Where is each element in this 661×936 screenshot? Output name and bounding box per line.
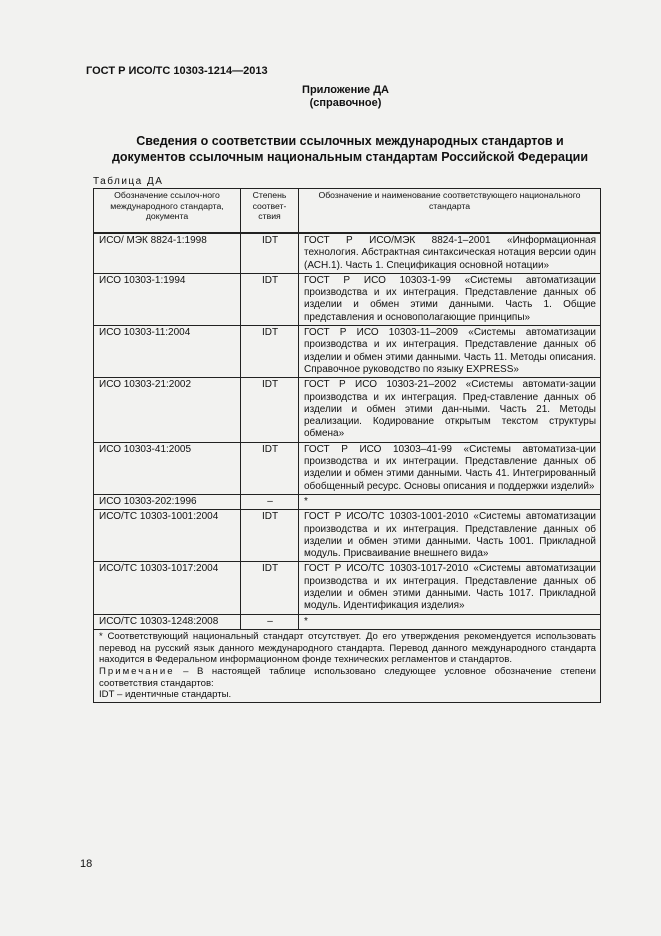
heading-line-2: документов ссылочным национальным стандартам Российской Федерации [111,150,589,164]
table-label: Таблица ДА [93,176,164,187]
footnote: * Соответствующий национальный стандарт отсутствует. До его утверждения рекомендуется использовать перевод на русский язык данного международного стандарта. Перевод данного международного стандарта находится в Федеральном информационном фонде технических регламентов и стандартов. [99,630,596,666]
row-national-standard: ГОСТ Р ИСО/МЭК 8824-1–2001 «Информационная технология. Абстрактная синтаксическая нотация версии один (АСН.1). Часть 1. Спецификация основной нотации» [299,233,601,273]
row-national-standard: ГОСТ Р ИСО/ТС 10303-1001-2010 «Системы автоматизации производства и их интеграция. Представление данных об изделии и обмен этими данными. Часть 1001. Прикладной модуль. Присваивание внешнего вида» [299,510,601,562]
table-row [94,442,601,494]
table-footer-row [94,629,601,702]
column-header-international: Обозначение ссылоч-ного международного стандарта, документа [94,189,241,234]
row-degree: IDT [241,233,299,273]
row-code: ИСО/ МЭК 8824-1:1998 [94,233,241,273]
section-heading [70,133,630,165]
table-row [94,273,601,325]
row-code: ИСО/ТС 10303-1248:2008 [94,614,241,629]
row-degree: – [241,614,299,629]
heading-line-1: Сведения о соответствии ссылочных международных стандартов и [136,134,564,148]
row-code: ИСО 10303-21:2002 [94,378,241,442]
row-degree: – [241,494,299,509]
appendix-title: Приложение ДА [302,84,389,96]
row-code: ИСО 10303-11:2004 [94,326,241,378]
row-degree: IDT [241,442,299,494]
row-national-standard: ГОСТ Р ИСО/ТС 10303-1017-2010 «Системы автоматизации производства и их интеграция. Представление данных об изделии и обмен этими данными. Часть 1017. Прикладной модуль. Идентификация изделия» [299,562,601,614]
row-code: ИСО 10303-1:1994 [94,273,241,325]
row-code: ИСО/ТС 10303-1017:2004 [94,562,241,614]
table-row [94,614,601,629]
row-national-standard: ГОСТ Р ИСО 10303-11–2009 «Системы автоматизации производства и их интеграция. Представление данных об изделии и обмен этими данными. Часть 11. Методы описания. Справочное руководство по языку EXPRESS» [299,326,601,378]
row-national-standard: ГОСТ Р ИСО 10303-21–2002 «Системы автомати-зации производства и их интеграция. Пред-ставление данных об изделии и обмен этими дан-ными. Часть 21. Методы реализации. Кодирование открытым текстом структуры обмена» [299,378,601,442]
column-header-national: Обозначение и наименование соответствующего национального стандарта [299,189,601,234]
row-national-standard: * [299,614,601,629]
table-row [94,378,601,442]
page-number: 18 [80,858,93,870]
note-label: Примечание [99,666,175,678]
row-national-standard: * [299,494,601,509]
row-degree: IDT [241,510,299,562]
table-row [94,326,601,378]
row-degree: IDT [241,378,299,442]
appendix-note: (справочное) [309,97,382,109]
note-text: – В настоящей таблице использовано следующее условное обозначение степени соответствия стандартов: [99,666,596,689]
idt-definition: IDT – идентичные стандарты. [99,689,232,701]
row-degree: IDT [241,562,299,614]
row-code: ИСО 10303-41:2005 [94,442,241,494]
table-row [94,562,601,614]
document-code: ГОСТ Р ИСО/ТС 10303-1214—2013 [86,65,268,77]
table-row [94,510,601,562]
table-footer [94,629,601,702]
appendix-header [0,84,661,110]
row-degree: IDT [241,326,299,378]
table-header-row [94,189,601,234]
note [99,666,596,689]
correspondence-table [93,188,601,703]
row-national-standard: ГОСТ Р ИСО 10303–41-99 «Системы автоматиза-ции производства и их интеграции. Представление данных об изделии и обмен этими данными. Часть 41. Интегрированный обобщенный ресурс. Основы описания и поддержки изделий» [299,442,601,494]
table-row [94,233,601,273]
row-code: ИСО 10303-202:1996 [94,494,241,509]
row-degree: IDT [241,273,299,325]
row-national-standard: ГОСТ Р ИСО 10303-1-99 «Системы автоматизации производства и их интеграция. Представление данных об изделии и обмен этими данными. Часть 1. Общие представления и основополагающие принципы» [299,273,601,325]
column-header-degree: Степень соответ-ствия [241,189,299,234]
table-row [94,494,601,509]
row-code: ИСО/ТС 10303-1001:2004 [94,510,241,562]
